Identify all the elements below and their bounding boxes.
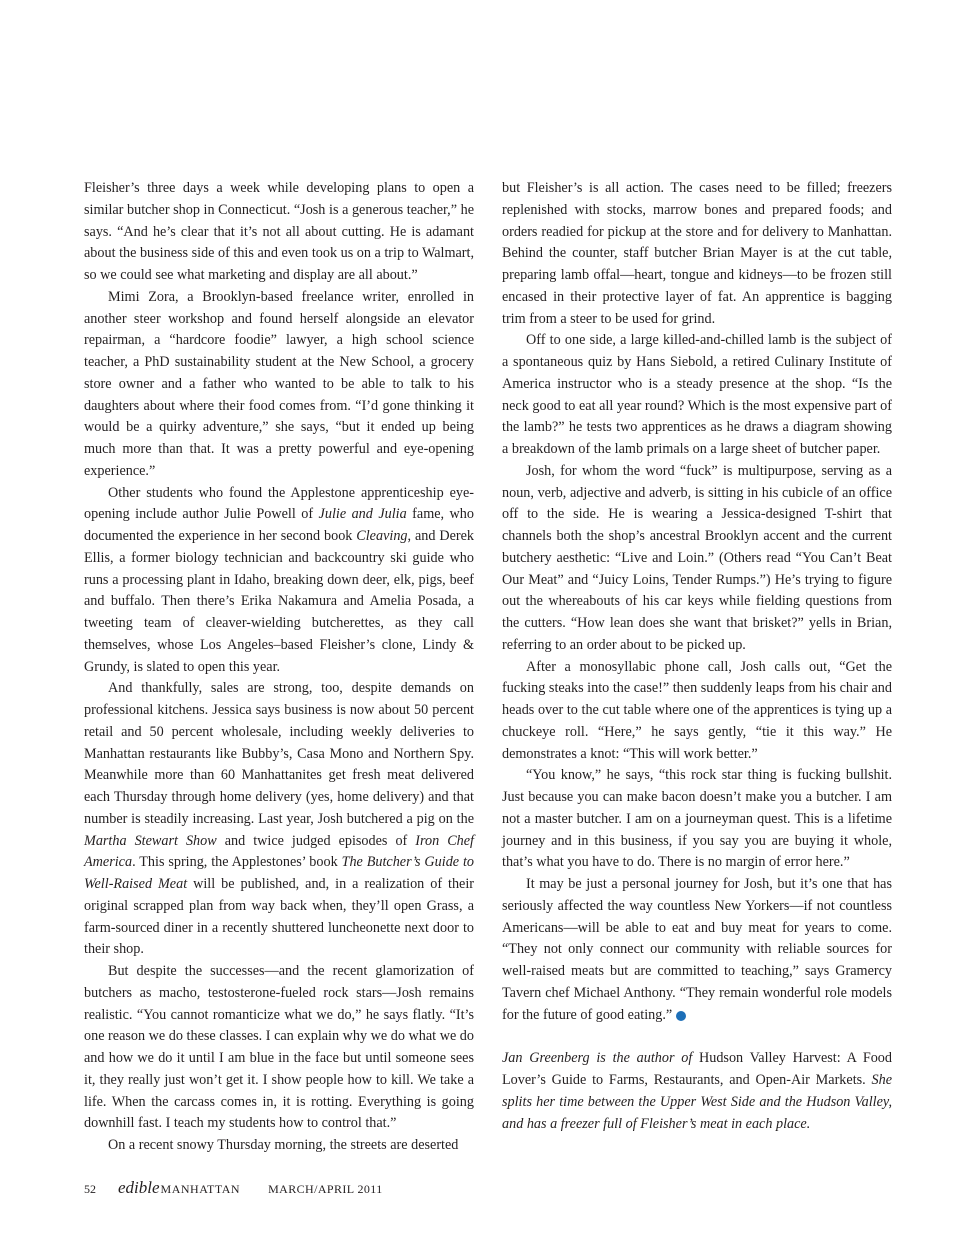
- paragraph: [502, 874, 892, 1026]
- book-title: Cleaving: [356, 528, 408, 544]
- paragraph: “You know,” he says, “this rock star thing is fucking bullshit. Just because you can make bacon doesn’t make you a butcher. I am not a master butcher. I am on a journeyman quest. This is a lifetime journey and in this business, if you say you are buying it whole, that’s what you have to do. There is no margin of error here.”: [502, 767, 892, 871]
- page-footer: [84, 1178, 383, 1202]
- paragraph: but Fleisher’s is all action. The cases need to be filled; freezers replenished with stocks, marrow bones and prepared foods; and orders readied for pickup at the store and for delivery to Manhattan. Behind the counter, staff butcher Brian Mayer is at the cut table, preparing lamb offal—heart, tongue and kidneys—to be frozen still encased in their protective layer of fat. An apprentice is bagging trim from a steer to be used for grind.: [502, 180, 892, 327]
- left-column: [84, 178, 474, 1157]
- text-run: will be published, and, in a realization of their original scrapped plan from way back when, they’ll open Grass, a farm-sourced diner in a recently shuttered luncheonette next door to their shop.: [84, 876, 475, 958]
- book-title: Julie and Julia: [318, 506, 407, 523]
- page-number: 52: [84, 1182, 96, 1196]
- byline-text: Jan Greenberg is the author of: [502, 1050, 699, 1067]
- book-title: Hudson Valley Harvest: A Food Lover’s Guide to Farms, Restaurants, and Open-Air Markets.: [502, 1050, 892, 1088]
- magazine-logo-city: MANHATTAN: [160, 1182, 241, 1196]
- text-run: It may be just a personal journey for Josh, but it’s one that has seriously affected the way countless New Yorkers—if not countless Americans—will be able to eat and buy meat for years to come. “They not only connect our community with reliable sources for well-raised meats but are committed to teaching,” says Gramercy Tavern chef Michael Anthony. “They remain wonderful role models for the future of good eating.”: [502, 876, 892, 1023]
- text-run: , and Derek Ellis, a former biology technician and backcountry ski guide who runs a processing plant in Idaho, breaking down deer, elk, pigs, beef and buffalo. Then there’s Erika Nakamura and Amelia Posada, a tweeting team of cleaver-wielding butcherettes, as they call themselves, whose Los Angeles–based Fleisher’s clone, Lindy & Grundy, is slated to open this year.: [84, 528, 474, 675]
- paragraph: [84, 678, 474, 961]
- text-run: fame, who documented the experience in her second book: [84, 506, 474, 544]
- paragraph: On a recent snowy Thursday morning, the streets are deserted: [108, 1137, 459, 1153]
- issue-date: MARCH/APRIL 2011: [268, 1182, 383, 1196]
- paragraph: Off to one side, a large killed-and-chilled lamb is the subject of a spontaneous quiz by Hans Siebold, a retired Culinary Institute of America instructor who is a steady presence at the shop. “Is the neck good to eat all year round? Which is the most expensive part of the lamb?” he tests two apprentices as he draws a diagram showing a breakdown of the lamb primals on a large sheet of butcher paper.: [502, 332, 892, 457]
- paragraph: Fleisher’s three days a week while developing plans to open a similar butcher shop in Connecticut. “Josh is a generous teacher,” he says. “And he’s clear that it’s not all about cutting. He is adamant about the business side of this and even took us on a trip to Walmart, so we could see what marketing and display are all about.”: [84, 180, 474, 283]
- magazine-logo: [118, 1178, 240, 1198]
- paragraph: [84, 483, 474, 679]
- text-run: and twice judged episodes of: [216, 832, 416, 849]
- end-of-article-icon: e: [676, 1011, 686, 1021]
- byline-text: She splits her time between the Upper West Side and the Hudson Valley, and has a freezer full of Fleisher’s meat in each place.: [502, 1072, 892, 1132]
- show-title: Iron Chef America: [84, 832, 474, 871]
- right-column: [502, 178, 892, 1135]
- author-byline: [502, 1048, 892, 1135]
- magazine-logo-edible: edible: [118, 1178, 160, 1197]
- text-run: . This spring, the Applestones’ book: [132, 854, 342, 871]
- text-run: And thankfully, sales are strong, too, despite demands on professional kitchens. Jessica says business is now about 50 percent retail and 50 percent wholesale, including weekly deliveries to Manhattan restaurants like Bubby’s, Casa Mono and Northern Spy. Meanwhile more than 60 Manhattanites get fresh meat delivered each Thursday through home delivery (yes, home delivery) and that number is steadily increasing. Last year, Josh butchered a pig on the: [84, 680, 474, 827]
- paragraph: But despite the successes—and the recent glamorization of butchers as macho, testosterone-fueled rock stars—Josh remains realistic. “You cannot romanticize what we do,” he says flatly. “It’s one reason we do these classes. I can explain why we do what we do and how we do it until I am blue in the face but until someone sees it, they really just won’t get it. I show people how to kill. We take a life. When the carcass comes in, it is rotting. Everything is going downhill fast. I teach my students how to control that.”: [84, 963, 474, 1132]
- paragraph: After a monosyllabic phone call, Josh calls out, “Get the fucking steaks into the case!” then suddenly leaps from his chair and heads over to the cut table where one of the apprentices is tying up a chuckeye roll. “Here,” he says gently, “tie it this way.” He demonstrates a knot: “This will work better.”: [502, 658, 892, 762]
- text-run: Other students who found the Applestone apprenticeship eye-opening include author Julie Powell of: [84, 484, 474, 523]
- paragraph: Mimi Zora, a Brooklyn-based freelance writer, enrolled in another steer workshop and found herself alongside an elevator repairman, a “hardcore foodie” lawyer, a high school science teacher, a PhD sustainability student at the New School, a grocery store owner and a father who wanted to be able to talk to his daughters about where their food comes from. “I’d gone thinking it would be a quirky adventure,” she says, “but it ended up being much more than that. It was a pretty powerful and eye-opening experience.”: [84, 288, 474, 479]
- paragraph: Josh, for whom the word “fuck” is multipurpose, serving as a noun, verb, adjective and adverb, is sitting in his cubicle of an office off to the side. He is wearing a Jessica-designed T-shirt that channels both the shop’s ancestral Brooklyn accent and the current butchery aesthetic: “Live and Loin.” (Others read “You Can’t Beat Our Meat” and “Juicy Loins, Tender Rumps.”) He’s trying to figure out the whereabouts of his car keys while fielding questions from the cutters. “How lean does she want that brisket?” yells in Brian, referring to an order about to be picked up.: [502, 462, 892, 653]
- book-title: The Butcher’s Guide to Well-Raised Meat: [84, 854, 475, 892]
- show-title: Martha Stewart Show: [84, 832, 217, 849]
